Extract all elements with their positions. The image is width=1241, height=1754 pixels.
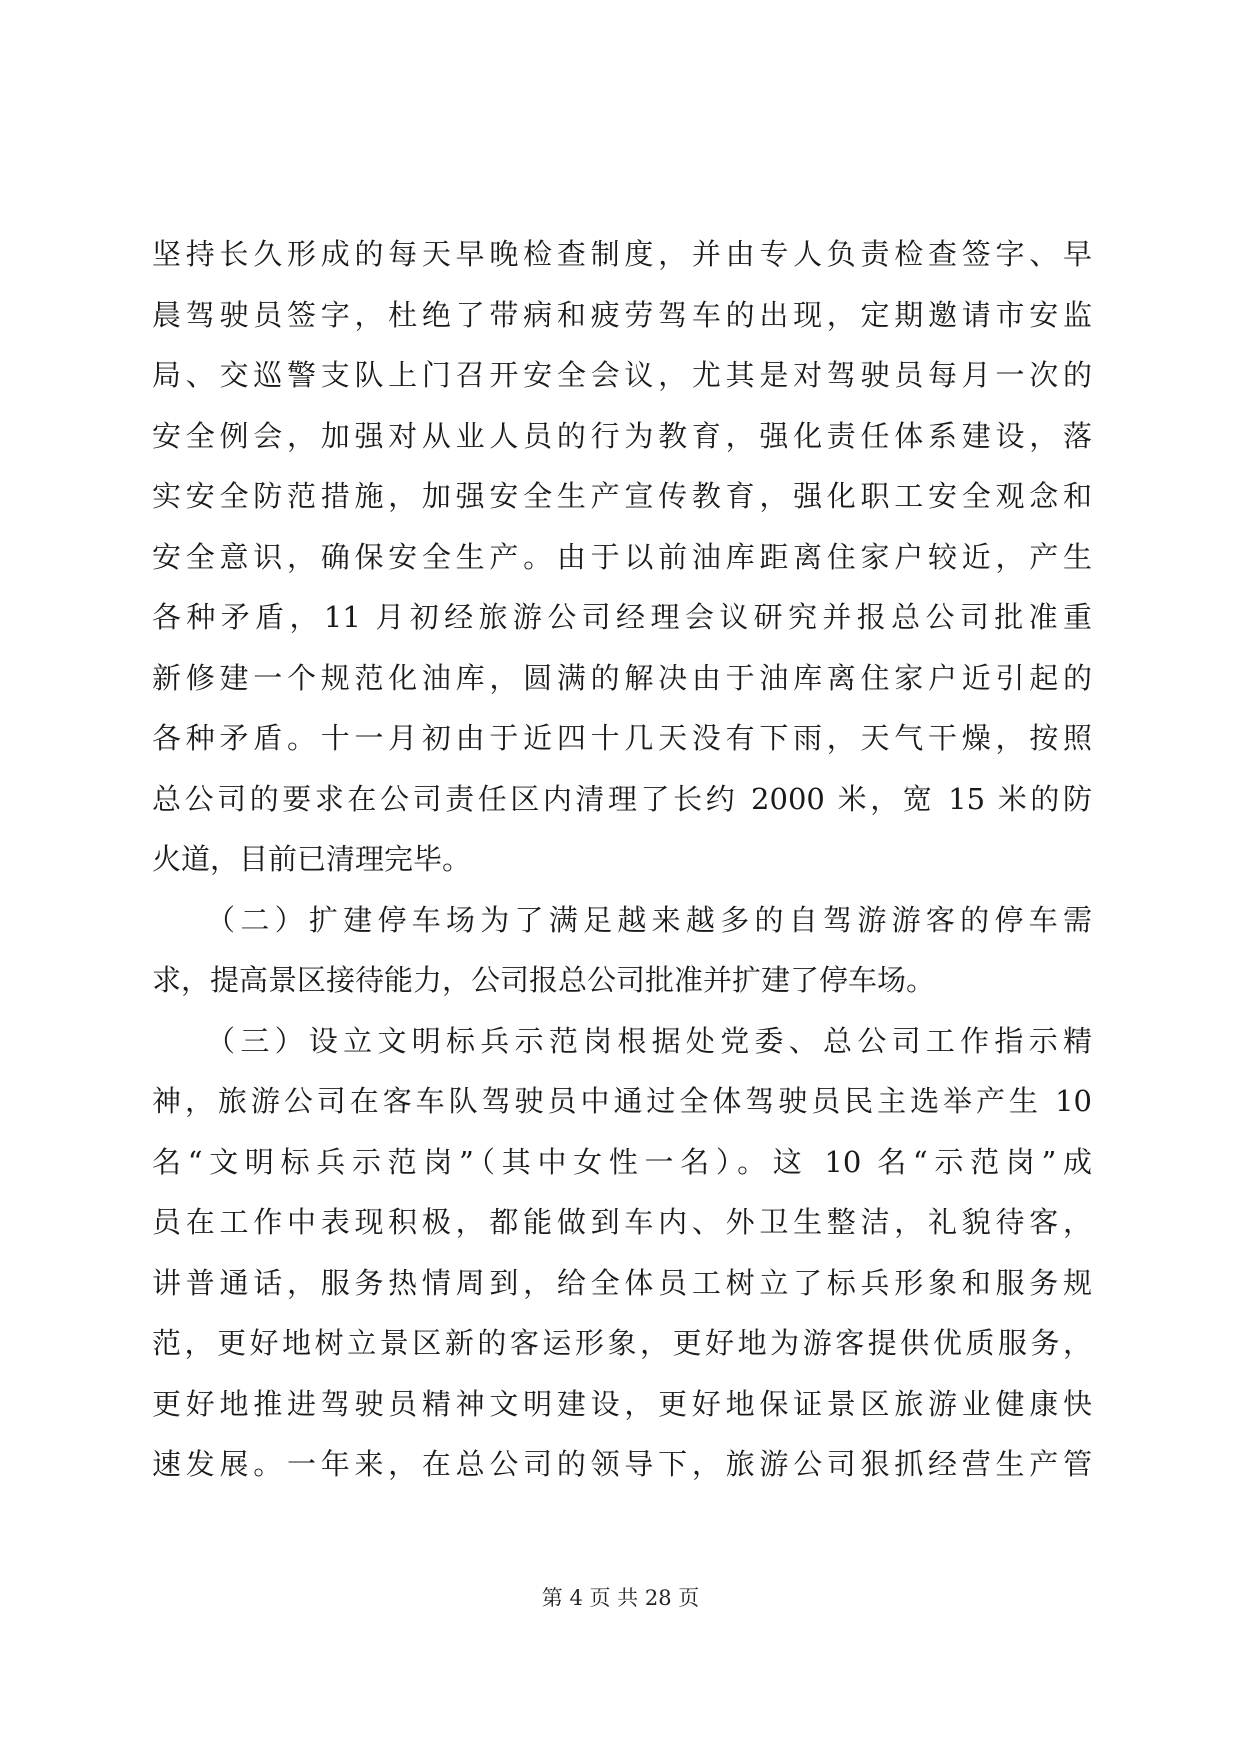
page-number: 第 4 页 共 28 页 xyxy=(541,1586,700,1610)
text-line: 名“文明标兵示范岗”（其中女性一名）。这 10 名“示范岗”成 xyxy=(152,1144,1092,1179)
text-line: （三）设立文明标兵示范岗根据处党委、总公司工作指示精 xyxy=(152,1023,1092,1058)
text-line: 安全例会，加强对从业人员的行为教育，强化责任体系建设，落 xyxy=(152,418,1092,453)
text-line: （二）扩建停车场为了满足越来越多的自驾游游客的停车需 xyxy=(152,902,1092,937)
text-line: 员在工作中表现积极，都能做到车内、外卫生整洁，礼貌待客， xyxy=(152,1205,1092,1239)
text-line: 火道，目前已清理完毕。 xyxy=(152,842,472,876)
text-line: 讲普通话，服务热情周到，给全体员工树立了标兵形象和服务规 xyxy=(152,1265,1092,1300)
text-line: 神，旅游公司在客车队驾驶员中通过全体驾驶员民主选举产生 10 xyxy=(152,1084,1092,1118)
text-line: 总公司的要求在公司责任区内清理了长约 2000 米，宽 15 米的防 xyxy=(152,781,1092,816)
text-line: 实安全防范措施，加强安全生产宣传教育，强化职工安全观念和 xyxy=(152,479,1092,513)
text-line: 新修建一个规范化油库，圆满的解决由于油库离住家户近引起的 xyxy=(152,660,1092,695)
text-line: 晨驾驶员签字，杜绝了带病和疲劳驾车的出现，定期邀请市安监 xyxy=(152,297,1092,332)
text-line: 局、交巡警支队上门召开安全会议，尤其是对驾驶员每月一次的 xyxy=(152,358,1092,392)
text-line: 各种矛盾。十一月初由于近四十几天没有下雨，天气干燥，按照 xyxy=(152,721,1092,755)
text-line: 各种矛盾，11 月初经旅游公司经理会议研究并报总公司批准重 xyxy=(152,600,1092,634)
text-line: 更好地推进驾驶员精神文明建设，更好地保证景区旅游业健康快 xyxy=(152,1386,1092,1421)
text-line: 范，更好地树立景区新的客运形象，更好地为游客提供优质服务， xyxy=(152,1326,1092,1360)
text-line: 求，提高景区接待能力，公司报总公司批准并扩建了停车场。 xyxy=(152,963,936,997)
body-text xyxy=(152,224,1092,1495)
page-footer xyxy=(0,1583,1241,1613)
text-line: 坚持长久形成的每天早晚检查制度，并由专人负责检查签字、早 xyxy=(152,237,1092,271)
text-line: 安全意识，确保安全生产。由于以前油库距离住家户较近，产生 xyxy=(152,539,1092,574)
text-line: 速发展。一年来，在总公司的领导下，旅游公司狠抓经营生产管 xyxy=(152,1447,1092,1481)
